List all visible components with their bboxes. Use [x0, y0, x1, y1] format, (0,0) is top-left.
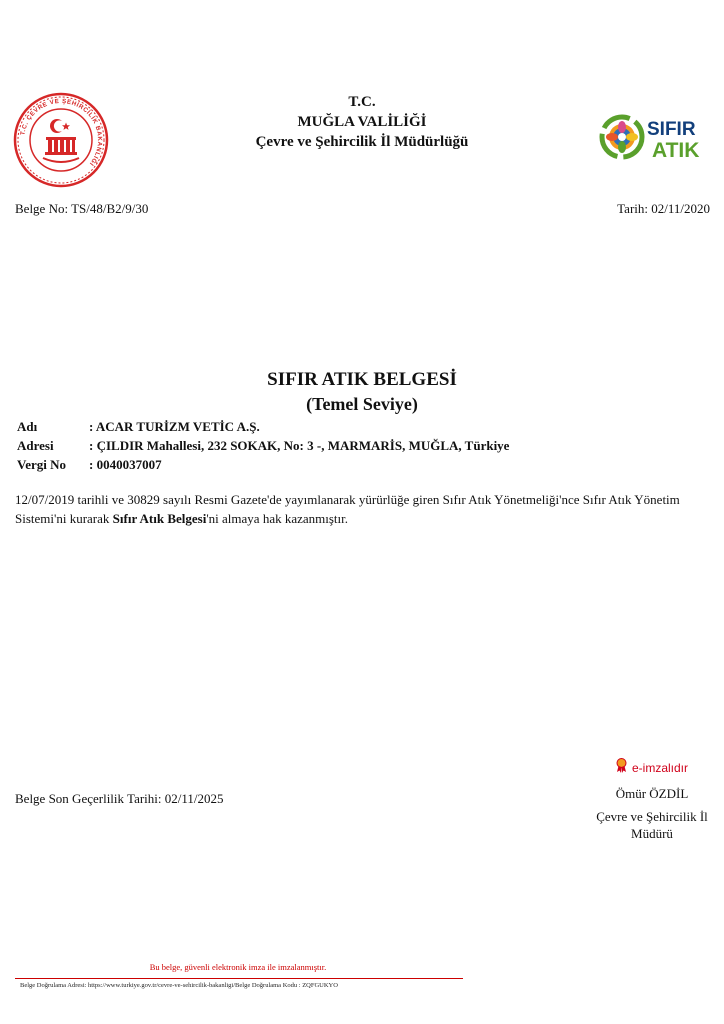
info-key: Vergi No: [17, 456, 66, 472]
verification-address: Belge Doğrulama Adresi: https://www.turkiye.gov.tr/cevre-ve-sehircilik-bakanligi/Belge Doğrulama Kodu : ZQFGUKYO: [20, 982, 338, 989]
header-tc: T.C.: [348, 94, 376, 110]
body-text-part2: 'ni almaya hak kazanmıştır.: [206, 511, 349, 526]
info-block: [17, 417, 509, 474]
seal-ring-text: T.C. ÇEVRE VE ŞEHİRCİLİK BAKANLIĞI: [19, 97, 104, 168]
certificate-subtitle: (Temel Seviye): [306, 394, 418, 414]
info-key: Adresi: [17, 437, 54, 453]
tarih: Tarih: 02/11/2020: [617, 201, 710, 216]
info-key: Adı: [17, 418, 38, 434]
certificate-body: [15, 490, 710, 528]
certificate-title: SIFIR ATIK BELGESİ: [267, 369, 457, 390]
signer-name: Ömür ÖZDİL: [615, 786, 689, 801]
sifir-atik-logo: [597, 110, 712, 165]
info-value: : ÇILDIR Mahallesi, 232 SOKAK, No: 3 -, MARMARİS, MUĞLA, Türkiye: [89, 437, 510, 453]
info-row-vergi-no: [17, 455, 509, 474]
signer-title-line2: Müdürü: [631, 826, 673, 841]
info-value: : 0040037007: [89, 456, 162, 472]
logo-word-sifir: SIFIR: [647, 119, 696, 140]
info-value: : ACAR TURİZM VETİC A.Ş.: [89, 418, 260, 434]
footer-divider: [15, 978, 463, 979]
award-icon: [616, 758, 627, 778]
info-row-adi: [17, 417, 509, 436]
e-signature-note: Bu belge, güvenli elektronik imza ile imzalanmıştır.: [149, 962, 327, 972]
logo-word-atik: ATIK: [652, 139, 700, 162]
e-imza-label: e-imzalıdır: [631, 760, 688, 775]
gecerlilik-tarihi: Belge Son Geçerlilik Tarihi: 02/11/2025: [15, 791, 224, 806]
signer-title-line1: Çevre ve Şehircilik İl: [596, 809, 708, 824]
info-row-adresi: [17, 436, 509, 455]
body-text-part1: 12/07/2019 tarihli ve 30829 sayılı Resmi Gazete'de yayımlanarak yürürlüğe giren Sıfır Atık Yönetmeliği'nce Sıfır Atık Yönetim Sistemi'ni kurarak: [15, 492, 680, 526]
e-imza-badge: [590, 758, 714, 778]
header-valilik: MUĞLA VALİLİĞİ: [297, 114, 427, 130]
body-text-bold: Sıfır Atık Belgesi: [112, 511, 207, 526]
signature-block: [590, 758, 714, 842]
header-mudurluk: Çevre ve Şehircilik İl Müdürlüğü: [255, 134, 469, 150]
belge-no: Belge No: TS/48/B2/9/30: [15, 201, 149, 216]
